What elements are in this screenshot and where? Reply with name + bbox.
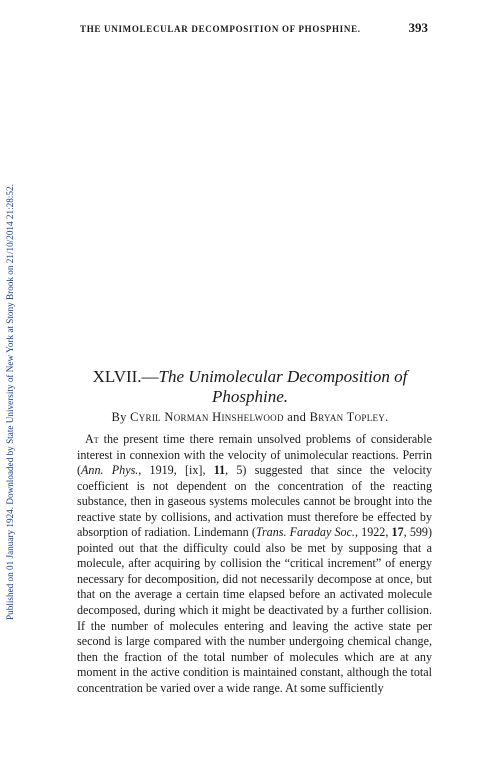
and-label: and [287,410,307,424]
author-topley: Bryan Topley. [309,410,389,424]
drop-word: At [85,432,99,446]
author-hinshelwood: Cyril Norman Hinshelwood [130,410,284,424]
body-text-part1: the present time there remain unsolved problems of considerable interest in connexion with the velocity of unimolecular reactions. Perrin ( [77,432,432,478]
citation-perrin-page: , 5) [225,463,247,478]
body-text-part2: suggested that since the velocity coefficient is not dependent on the concentration of the reacting substance, then in gaseous systems molecules cannot be brought into the reactive state by collisions, and activation must therefore be effected by absorption of radiation. Lindemann ( [77,463,433,540]
citation-lindemann-year: , 1922, [354,525,392,540]
body-paragraph [77,432,432,696]
citation-perrin-journal: Ann. Phys. [81,463,139,478]
running-title: THE UNIMOLECULAR DECOMPOSITION OF PHOSPHINE. [80,24,361,34]
article-number: XLVII. [92,367,142,386]
citation-lindemann-journal: Trans. Faraday Soc. [255,525,355,540]
by-label: By [111,410,127,424]
citation-perrin-year: , 1919, [ix], [138,463,214,478]
article-title-line2: Phosphine. [211,387,289,406]
citation-lindemann-page: , 599) [403,525,432,540]
download-watermark [5,0,17,768]
body-text-part3: pointed out that the difficulty could also be met by supposing that a molecule, after acquiring by collision the “critical increment” of energy necessary for decomposition, did not necessarily decompose at once, but that on the average a certain time elapsed before an activated molecule decomposed, during which it might be deactivated by a further collision. If the number of molecules entering and leaving the active state per second is large compared with the number undergoing chemical change, then the fraction of the total number of molecules which are at any moment in the active condition is maintained constant, although the total concentration be varied over a wide range. At some sufficiently [77,540,432,695]
article-title-line1: The Unimolecular Decomposition of [158,367,408,386]
author-line [60,410,440,425]
article-title: XLVII.—The Unimolecular Decomposition of Phosphine. [92,367,408,406]
running-header [80,20,428,36]
citation-lindemann-volume: 17 [391,525,404,540]
citation-perrin-volume: 11 [213,463,226,478]
page-number: 393 [408,20,428,35]
download-watermark-text: Published on 01 January 1924. Downloaded by State University of New York at Stony Brook on 21/10/2014 21:28:52. [5,184,15,620]
